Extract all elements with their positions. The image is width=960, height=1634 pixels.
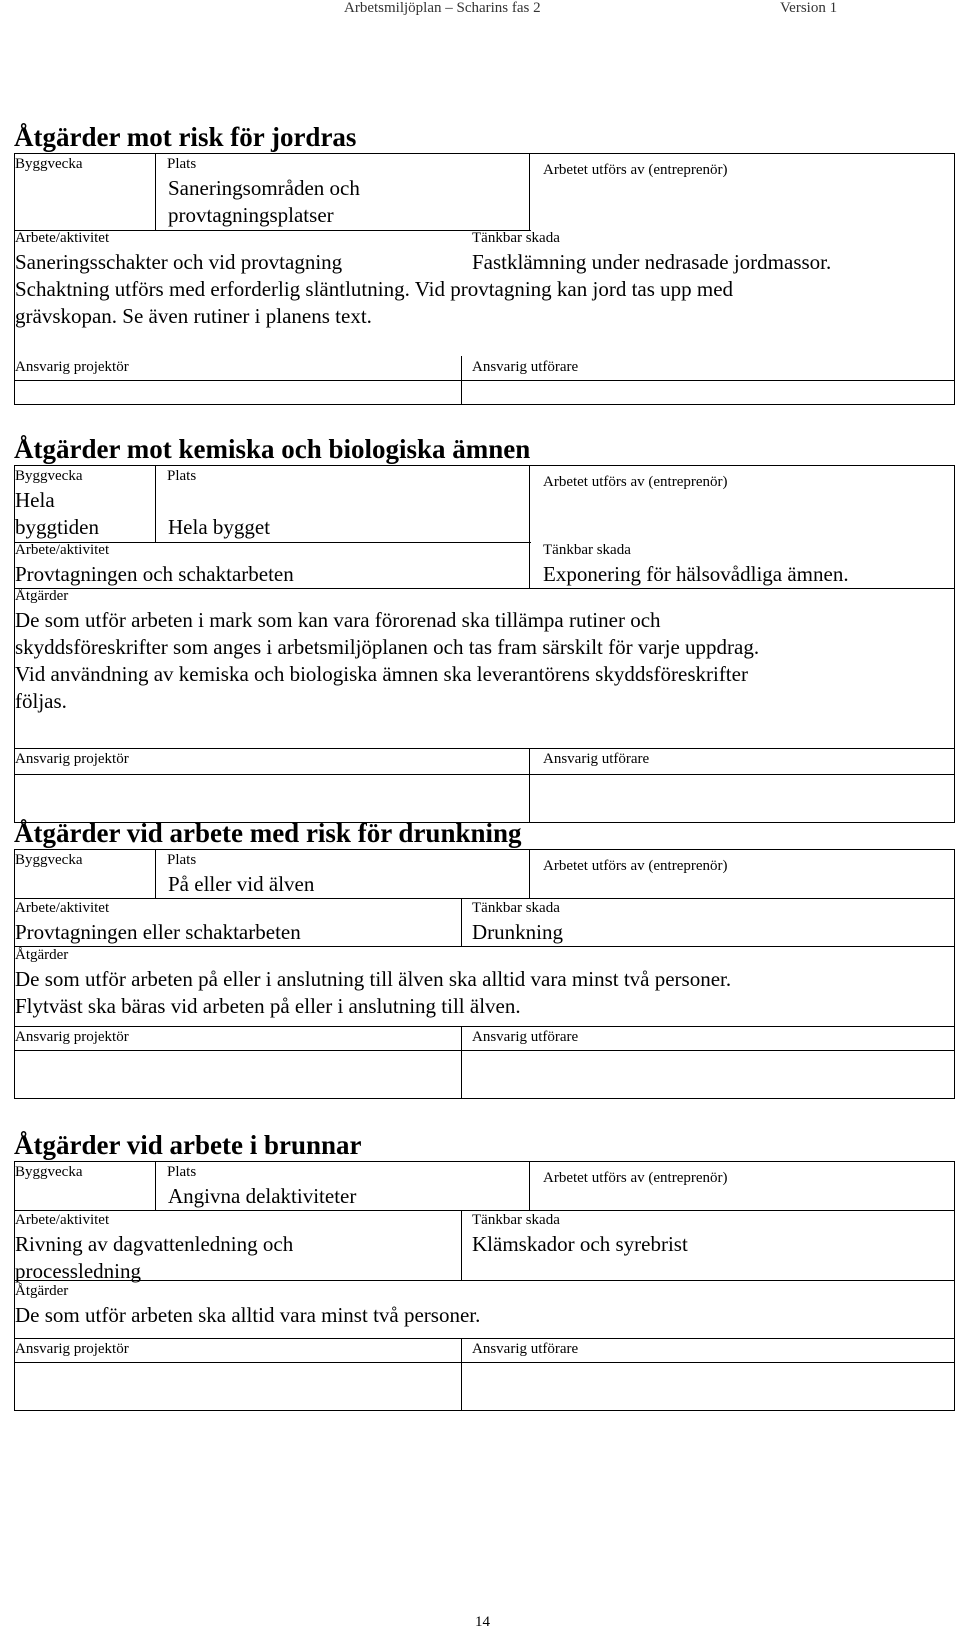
atgarder-line2: grävskopan. Se även rutiner i planens text. (15, 304, 372, 328)
plats-label: Plats (167, 156, 197, 172)
aktivitet-value-line1: Rivning av dagvattenledning och (15, 1232, 294, 1256)
skada-label: Tänkbar skada (472, 900, 560, 916)
utfors-label: Arbetet utförs av (entreprenör) (543, 1170, 728, 1186)
plats-value-line1: Saneringsområden och (168, 176, 360, 200)
byggvecka-label: Byggvecka (15, 1164, 83, 1180)
plats-label: Plats (167, 468, 197, 484)
section-drunkning (14, 818, 955, 1099)
atgarder-label: Åtgärder (15, 947, 69, 963)
projektor-label: Ansvarig projektör (15, 359, 129, 375)
page-number: 14 (475, 1614, 490, 1630)
skada-value: Exponering för hälsovådliga ämnen. (543, 562, 849, 586)
plats-label: Plats (167, 1164, 197, 1180)
plats-value-line2: provtagningsplatser (168, 203, 334, 227)
atgarder-line1: De som utför arbeten ska alltid vara minst två personer. (15, 1303, 481, 1327)
skada-label: Tänkbar skada (472, 230, 560, 246)
aktivitet-label: Arbete/aktivitet (15, 1212, 110, 1228)
skada-value: Klämskador och syrebrist (472, 1232, 688, 1256)
plats-label: Plats (167, 852, 197, 868)
document-header-version: Version 1 (780, 0, 838, 16)
aktivitet-value: Saneringsschakter och vid provtagning (15, 250, 343, 274)
atgarder-line3: Vid användning av kemiska och biologiska ämnen ska leverantörens skyddsföreskrifter (15, 662, 748, 686)
atgarder-line1: De som utför arbeten på eller i anslutning till älven ska alltid vara minst två personer. (15, 967, 732, 991)
section-title: Åtgärder mot risk för jordras (14, 122, 357, 152)
utforare-label: Ansvarig utförare (472, 359, 579, 375)
aktivitet-value-line2: processledning (15, 1259, 141, 1283)
skada-label: Tänkbar skada (543, 542, 631, 558)
form-table (14, 465, 955, 823)
form-table (14, 153, 955, 405)
utforare-label: Ansvarig utförare (543, 751, 650, 767)
form-table (14, 1161, 955, 1411)
section-jordras (14, 122, 955, 405)
byggvecka-label: Byggvecka (15, 468, 83, 484)
plats-value: Angivna delaktiviteter (168, 1184, 357, 1208)
byggvecka-value-line1: Hela (15, 488, 55, 512)
skada-value: Drunkning (472, 920, 563, 944)
section-title: Åtgärder vid arbete i brunnar (14, 1130, 362, 1160)
atgarder-line1: Schaktning utförs med erforderlig släntlutning. Vid provtagning kan jord tas upp med (15, 277, 734, 301)
section-brunnar (14, 1130, 955, 1411)
utfors-label: Arbetet utförs av (entreprenör) (543, 474, 728, 490)
plats-value: På eller vid älven (168, 872, 315, 896)
byggvecka-label: Byggvecka (15, 156, 83, 172)
skada-label: Tänkbar skada (472, 1212, 560, 1228)
utfors-label: Arbetet utförs av (entreprenör) (543, 858, 728, 874)
atgarder-line2: skyddsföreskrifter som anges i arbetsmiljöplanen och tas fram särskilt för varje uppdrag. (15, 635, 760, 659)
utforare-label: Ansvarig utförare (472, 1341, 579, 1357)
projektor-label: Ansvarig projektör (15, 1029, 129, 1045)
aktivitet-label: Arbete/aktivitet (15, 542, 110, 558)
section-title: Åtgärder vid arbete med risk för drunkning (14, 818, 522, 848)
byggvecka-label: Byggvecka (15, 852, 83, 868)
aktivitet-label: Arbete/aktivitet (15, 900, 110, 916)
atgarder-label: Åtgärder (15, 1283, 69, 1299)
projektor-label: Ansvarig projektör (15, 751, 129, 767)
section-kemiska (14, 434, 955, 823)
utfors-label: Arbetet utförs av (entreprenör) (543, 162, 728, 178)
byggvecka-value-line2: byggtiden (15, 515, 99, 539)
form-table (14, 849, 955, 1099)
atgarder-label: Åtgärder (15, 588, 69, 604)
plats-value: Hela bygget (168, 515, 271, 539)
section-title: Åtgärder mot kemiska och biologiska ämnen (14, 434, 531, 464)
atgarder-line4: följas. (15, 689, 67, 713)
projektor-label: Ansvarig projektör (15, 1341, 129, 1357)
aktivitet-value: Provtagningen eller schaktarbeten (15, 920, 301, 944)
aktivitet-label: Arbete/aktivitet (15, 230, 110, 246)
skada-value: Fastklämning under nedrasade jordmassor. (472, 250, 832, 274)
aktivitet-value: Provtagningen och schaktarbeten (15, 562, 294, 586)
document-header-title: Arbetsmiljöplan – Scharins fas 2 (344, 0, 541, 16)
utforare-label: Ansvarig utförare (472, 1029, 579, 1045)
atgarder-line2: Flytväst ska bäras vid arbeten på eller i anslutning till älven. (15, 994, 521, 1018)
atgarder-line1: De som utför arbeten i mark som kan vara förorenad ska tillämpa rutiner och (15, 608, 661, 632)
